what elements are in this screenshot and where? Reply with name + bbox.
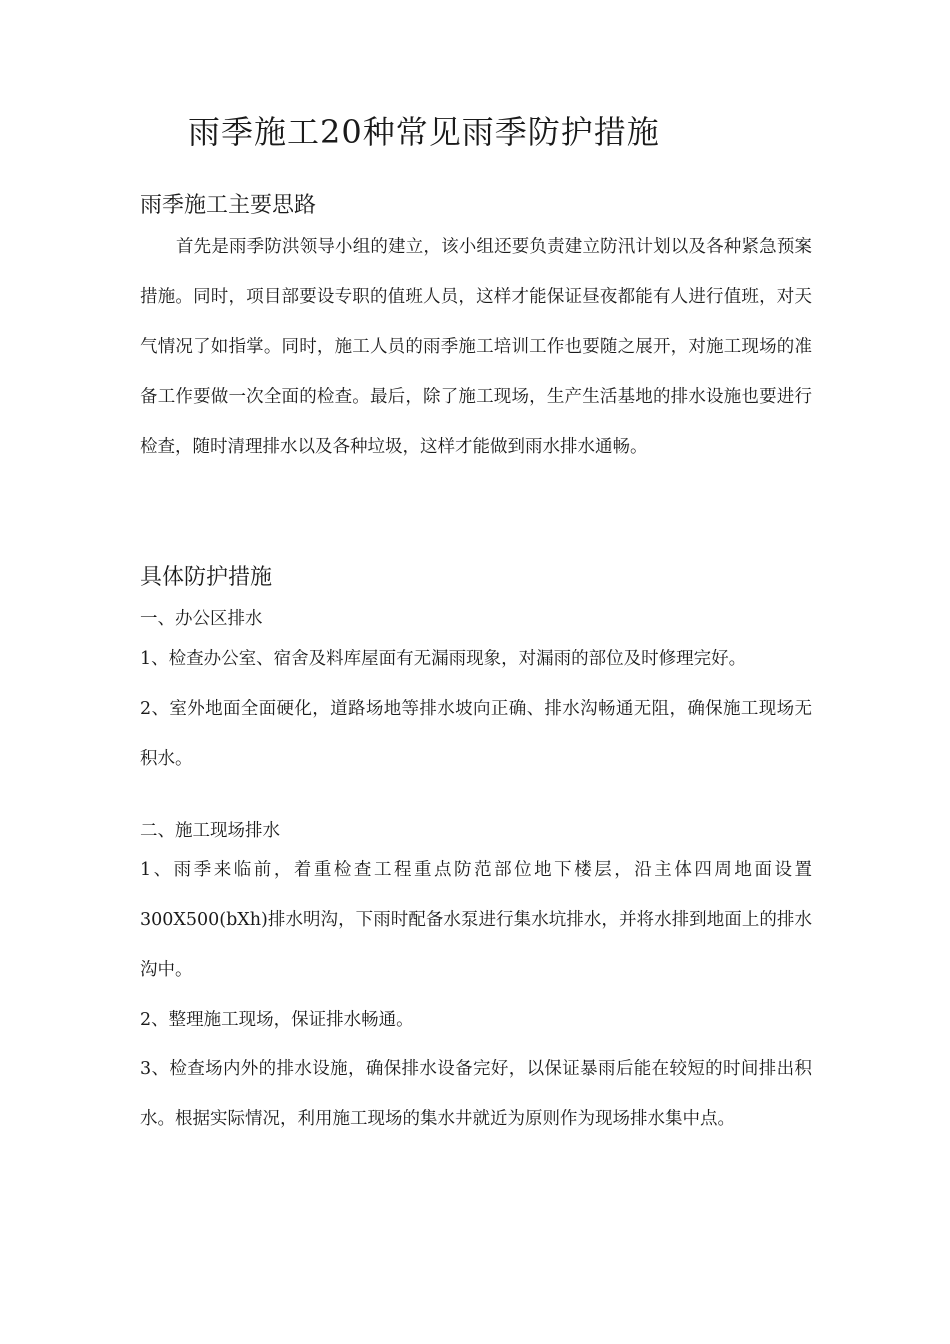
subsection-heading-site-drainage: 二、施工现场排水 [140,821,280,841]
subsection-heading-office-drainage: 一、办公区排水 [140,609,263,629]
site-drainage-item-2: 2、整理施工现场，保证排水畅通。 [140,1010,414,1030]
office-drainage-item-2: 2、室外地面全面硬化，道路场地等排水坡向正确、排水沟畅通无阻，确保施工现场无积水。 [140,699,812,769]
office-drainage-item-1: 1、检查办公室、宿舍及料库屋面有无漏雨现象，对漏雨的部位及时修理完好。 [140,649,747,669]
section-heading-specific-measures: 具体防护措施 [140,565,273,590]
section-heading-main-ideas: 雨季施工主要思路 [140,193,317,218]
site-drainage-item-3: 3、检查场内外的排水设施，确保排水设备完好，以保证暴雨后能在较短的时间排出积水。根据实际情况，利用施工现场的集水井就近为原则作为现场排水集中点。 [140,1059,812,1129]
main-ideas-paragraph: 首先是雨季防洪领导小组的建立，该小组还要负责建立防汛计划以及各种紧急预案措施。同时，项目部要设专职的值班人员，这样才能保证昼夜都能有人进行值班，对天气情况了如指掌。同时，施工人员的雨季施工培训工作也要随之展开，对施工现场的准备工作要做一次全面的检查。最后，除了施工现场，生产生活基地的排水设施也要进行检查，随时清理排水以及各种垃圾，这样才能做到雨水排水通畅。 [140,237,812,457]
document-title: 雨季施工20种常见雨季防护措施 [188,113,660,151]
site-drainage-item-1: 1、雨季来临前，着重检查工程重点防范部位地下楼层，沿主体四周地面设置300X500(bXh)排水明沟，下雨时配备水泵进行集水坑排水，并将水排到地面上的排水沟中。 [140,860,812,980]
